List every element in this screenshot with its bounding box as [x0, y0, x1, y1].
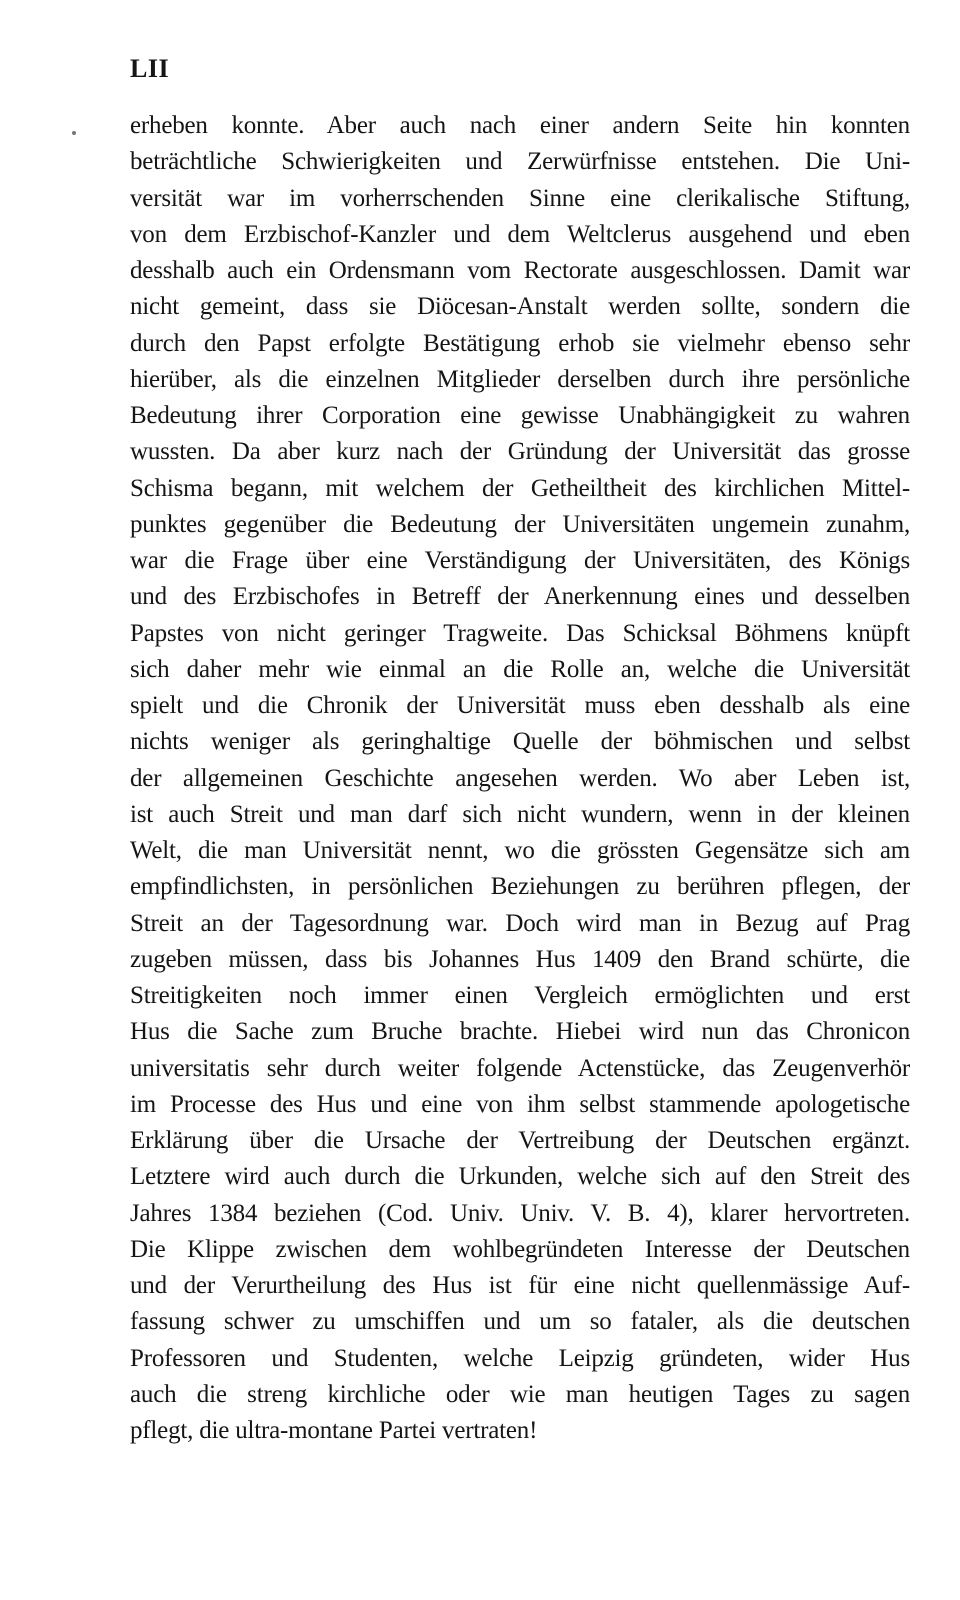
text-line: Hus die Sache zum Bruche brachte. Hiebei wird nun das Chronicon — [130, 1018, 910, 1046]
text-line: durch den Papst erfolgte Bestätigung erhob sie vielmehr ebenso sehr — [130, 329, 910, 357]
text-line: zugeben müssen, dass bis Johannes Hus 1409 den Brand schürte, die — [130, 945, 910, 973]
text-line: Die Klippe zwischen dem wohlbegründeten Interesse der Deutschen — [130, 1235, 910, 1263]
text-line: Welt, die man Universität nennt, wo die grössten Gegensätze sich am — [130, 837, 910, 864]
text-line: Schisma begann, mit welchem der Getheiltheit des kirchlichen Mittel- — [130, 474, 910, 502]
text-line: nicht gemeint, dass sie Diöcesan-Anstalt werden sollte, sondern die — [130, 293, 910, 321]
text-line: sich daher mehr wie einmal an die Rolle an, welche die Universität — [130, 655, 910, 683]
text-line: auch die streng kirchliche oder wie man heutigen Tages zu sagen — [130, 1380, 910, 1408]
text-line: und der Verurtheilung des Hus ist für eine nicht quellenmässige Auf- — [130, 1272, 910, 1299]
text-line: punktes gegenüber die Bedeutung der Universitäten ungemein zunahm, — [130, 510, 910, 538]
text-line: ist auch Streit und man darf sich nicht wundern, wenn in der kleinen — [130, 800, 910, 828]
text-line: Streit an der Tagesordnung war. Doch wird man in Bezug auf Prag — [130, 909, 910, 937]
text-line: Professoren und Studenten, welche Leipzig gründeten, wider Hus — [130, 1344, 910, 1372]
text-line: im Processe des Hus und eine von ihm selbst stammende apologetische — [130, 1090, 910, 1118]
text-line: hierüber, als die einzelnen Mitglieder derselben durch ihre persönliche — [130, 365, 910, 393]
text-line: der allgemeinen Geschichte angesehen werden. Wo aber Leben ist, — [130, 764, 910, 792]
body-text — [130, 108, 910, 1449]
print-speck — [72, 131, 76, 135]
text-line: und des Erzbischofes in Betreff der Anerkennung eines und desselben — [130, 583, 910, 611]
text-line: erheben konnte. Aber auch nach einer andern Seite hin konnten — [130, 112, 910, 139]
text-line: Jahres 1384 beziehen (Cod. Univ. Univ. V. B. 4), klarer hervortreten. — [130, 1199, 910, 1227]
text-line: beträchtliche Schwierigkeiten und Zerwürfnisse entstehen. Die Uni- — [130, 148, 910, 176]
text-line-last: pflegt, die ultra-montane Partei vertraten! — [130, 1417, 538, 1444]
page-number: LII — [130, 54, 170, 83]
text-line: Streitigkeiten noch immer einen Vergleich ermöglichten und erst — [130, 982, 910, 1009]
text-line: spielt und die Chronik der Universität muss eben desshalb als eine — [130, 692, 910, 719]
text-line: empfindlichsten, in persönlichen Beziehungen zu berühren pflegen, der — [130, 873, 910, 901]
text-line: Letztere wird auch durch die Urkunden, welche sich auf den Streit des — [130, 1163, 910, 1191]
text-line: fassung schwer zu umschiffen und um so fataler, als die deutschen — [130, 1308, 910, 1336]
text-line: Papstes von nicht geringer Tragweite. Das Schicksal Böhmens knüpft — [130, 619, 910, 647]
text-line: von dem Erzbischof-Kanzler und dem Weltclerus ausgehend und eben — [130, 220, 910, 248]
text-line: desshalb auch ein Ordensmann vom Rectorate ausgeschlossen. Damit war — [130, 257, 910, 284]
text-line: Erklärung über die Ursache der Vertreibung der Deutschen ergänzt. — [130, 1127, 910, 1154]
text-line: war die Frage über eine Verständigung der Universitäten, des Königs — [130, 547, 910, 574]
text-line: wussten. Da aber kurz nach der Gründung der Universität das grosse — [130, 438, 910, 466]
text-line: universitatis sehr durch weiter folgende Actenstücke, das Zeugenverhör — [130, 1054, 910, 1082]
text-line: versität war im vorherrschenden Sinne eine clerikalische Stiftung, — [130, 184, 910, 212]
text-line: nichts weniger als geringhaltige Quelle der böhmischen und selbst — [130, 728, 910, 756]
text-line: Bedeutung ihrer Corporation eine gewisse Unabhängigkeit zu wahren — [130, 402, 910, 429]
